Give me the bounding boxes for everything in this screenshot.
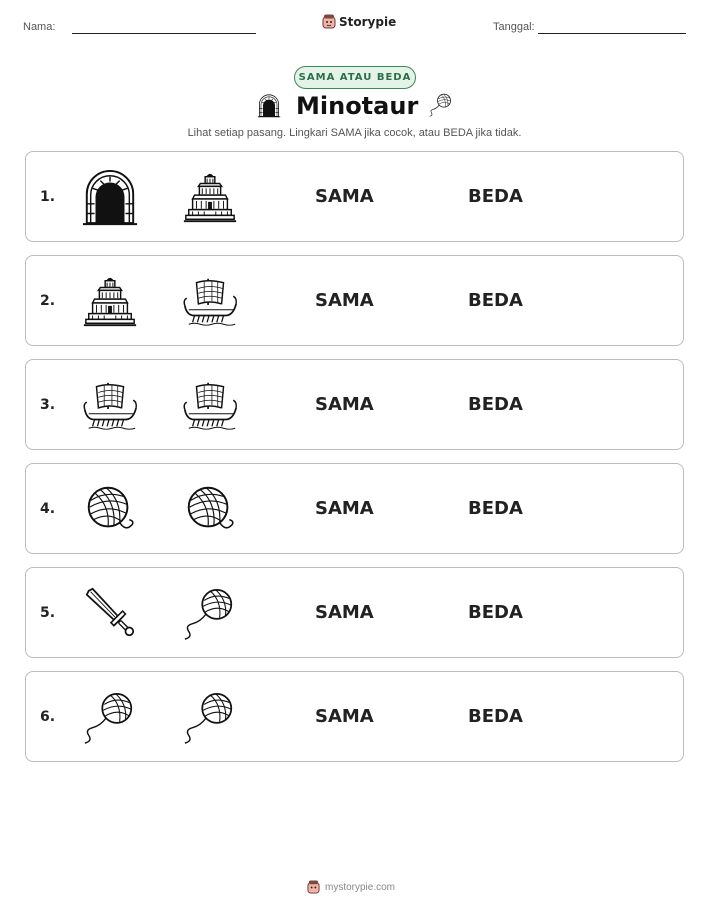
beda-option[interactable]: BEDA — [468, 706, 523, 727]
question-number: 1. — [40, 189, 56, 205]
ship-icon — [181, 273, 239, 331]
question-number: 6. — [40, 709, 56, 725]
sama-option[interactable]: SAMA — [315, 706, 374, 727]
question-row — [25, 359, 684, 450]
beda-option[interactable]: BEDA — [468, 498, 523, 519]
instructions: Lihat setiap pasang. Lingkari SAMA jika cocok, atau BEDA jika tidak. — [187, 127, 522, 139]
question-row — [25, 151, 684, 242]
brand-name: Storypie — [339, 14, 397, 29]
name-label: Nama: — [23, 21, 56, 33]
tunnel-icon — [81, 169, 139, 227]
question-row — [25, 671, 684, 762]
question-row — [25, 567, 684, 658]
tunnel-icon — [257, 93, 281, 119]
sword-icon — [81, 585, 139, 643]
date-field[interactable] — [538, 33, 686, 34]
worksheet-type-badge: SAMA ATAU BEDA — [294, 66, 416, 89]
sama-option[interactable]: SAMA — [315, 186, 374, 207]
date-label: Tanggal: — [493, 21, 535, 33]
question-number: 4. — [40, 501, 56, 517]
brand-logo — [322, 14, 396, 29]
yarn-ball-icon — [181, 481, 239, 539]
palace-icon — [181, 169, 239, 227]
name-field[interactable] — [72, 33, 256, 34]
beda-option[interactable]: BEDA — [468, 186, 523, 207]
thread-ball-icon — [181, 585, 239, 643]
yarn-ball-icon — [81, 481, 139, 539]
question-number: 3. — [40, 397, 56, 413]
storypie-mascot-icon — [322, 14, 336, 29]
question-number: 2. — [40, 293, 56, 309]
beda-option[interactable]: BEDA — [468, 290, 523, 311]
beda-option[interactable]: BEDA — [468, 602, 523, 623]
sama-option[interactable]: SAMA — [315, 602, 374, 623]
beda-option[interactable]: BEDA — [468, 394, 523, 415]
question-row — [25, 463, 684, 554]
sama-option[interactable]: SAMA — [315, 394, 374, 415]
ship-icon — [81, 377, 139, 435]
storypie-mascot-icon — [307, 880, 320, 894]
page-title: Minotaur — [296, 92, 419, 120]
sama-option[interactable]: SAMA — [315, 290, 374, 311]
thread-ball-icon — [81, 689, 139, 747]
footer — [307, 880, 395, 894]
ship-icon — [181, 377, 239, 435]
palace-icon — [81, 273, 139, 331]
thread-ball-icon — [181, 689, 239, 747]
question-number: 5. — [40, 605, 56, 621]
sama-option[interactable]: SAMA — [315, 498, 374, 519]
question-row — [25, 255, 684, 346]
footer-website[interactable]: mystorypie.com — [325, 881, 396, 893]
thread-ball-icon — [427, 92, 455, 118]
